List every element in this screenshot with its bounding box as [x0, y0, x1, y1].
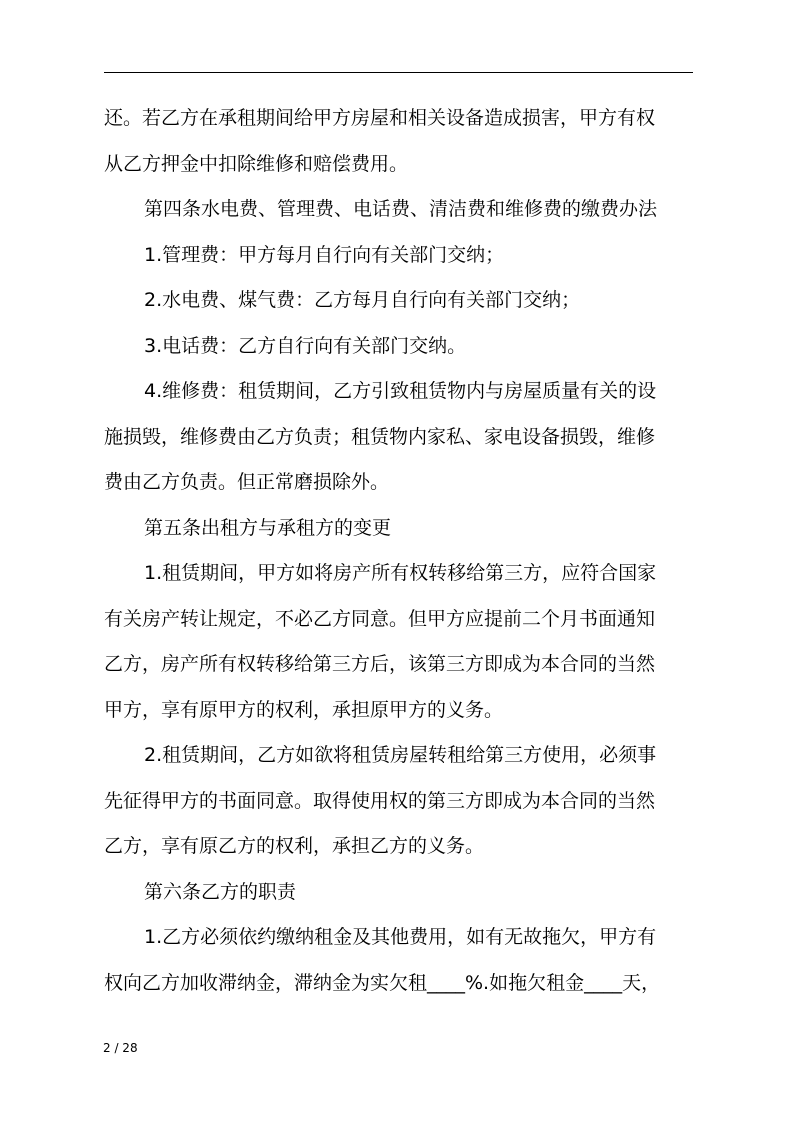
- text-line: 乙方，房产所有权转移给第三方后，该第三方即成为本合同的当然: [104, 653, 656, 675]
- text-line: 费由乙方负责。但正常磨损除外。: [104, 471, 390, 493]
- text-line: 乙方，享有原乙方的权利，承担乙方的义务。: [104, 835, 485, 857]
- text-line: 1.管理费：甲方每月自行向有关部门交纳；: [144, 243, 505, 266]
- text-line: 还。若乙方在承租期间给甲方房屋和相关设备造成损害，甲方有权: [104, 107, 656, 129]
- text-line: 从乙方押金中扣除维修和赔偿费用。: [104, 152, 409, 175]
- text-line: 1.租赁期间，甲方如将房产所有权转移给第三方，应符合国家: [144, 562, 657, 584]
- header-rule: [104, 72, 693, 73]
- text-line: 2.租赁期间，乙方如欲将租赁房屋转租给第三方使用，必须事: [144, 744, 657, 766]
- text-line: 2.水电费、煤气费：乙方每月自行向有关部门交纳；: [144, 289, 581, 311]
- text-line: 有关房产转让规定，不必乙方同意。但甲方应提前二个月书面通知: [104, 607, 656, 630]
- text-line: 施损毁，维修费由乙方负责；租赁物内家私、家电设备损毁，维修: [104, 425, 656, 448]
- text-line: 4.维修费：租赁期间，乙方引致租赁物内与房屋质量有关的设: [144, 380, 657, 402]
- section-heading: 第五条出租方与承租方的变更: [144, 516, 392, 539]
- text-line: 3.电话费：乙方自行向有关部门交纳。: [144, 334, 467, 357]
- page-number: 2 / 28: [103, 1041, 138, 1055]
- section-heading: 第四条水电费、管理费、电话费、清洁费和维修费的缴费办法: [144, 198, 658, 220]
- text-line: 1.乙方必须依约缴纳租金及其他费用，如有无故拖欠，甲方有: [144, 926, 657, 948]
- text-line: 权向乙方加收滞纳金，滞纳金为实欠租____%.如拖欠租金____天，: [104, 971, 661, 994]
- section-heading: 第六条乙方的职责: [144, 880, 297, 903]
- document-body: [104, 96, 694, 1006]
- text-line: 甲方，享有原甲方的权利，承担原甲方的义务。: [104, 698, 504, 721]
- text-line: 先征得甲方的书面同意。取得使用权的第三方即成为本合同的当然: [104, 789, 656, 812]
